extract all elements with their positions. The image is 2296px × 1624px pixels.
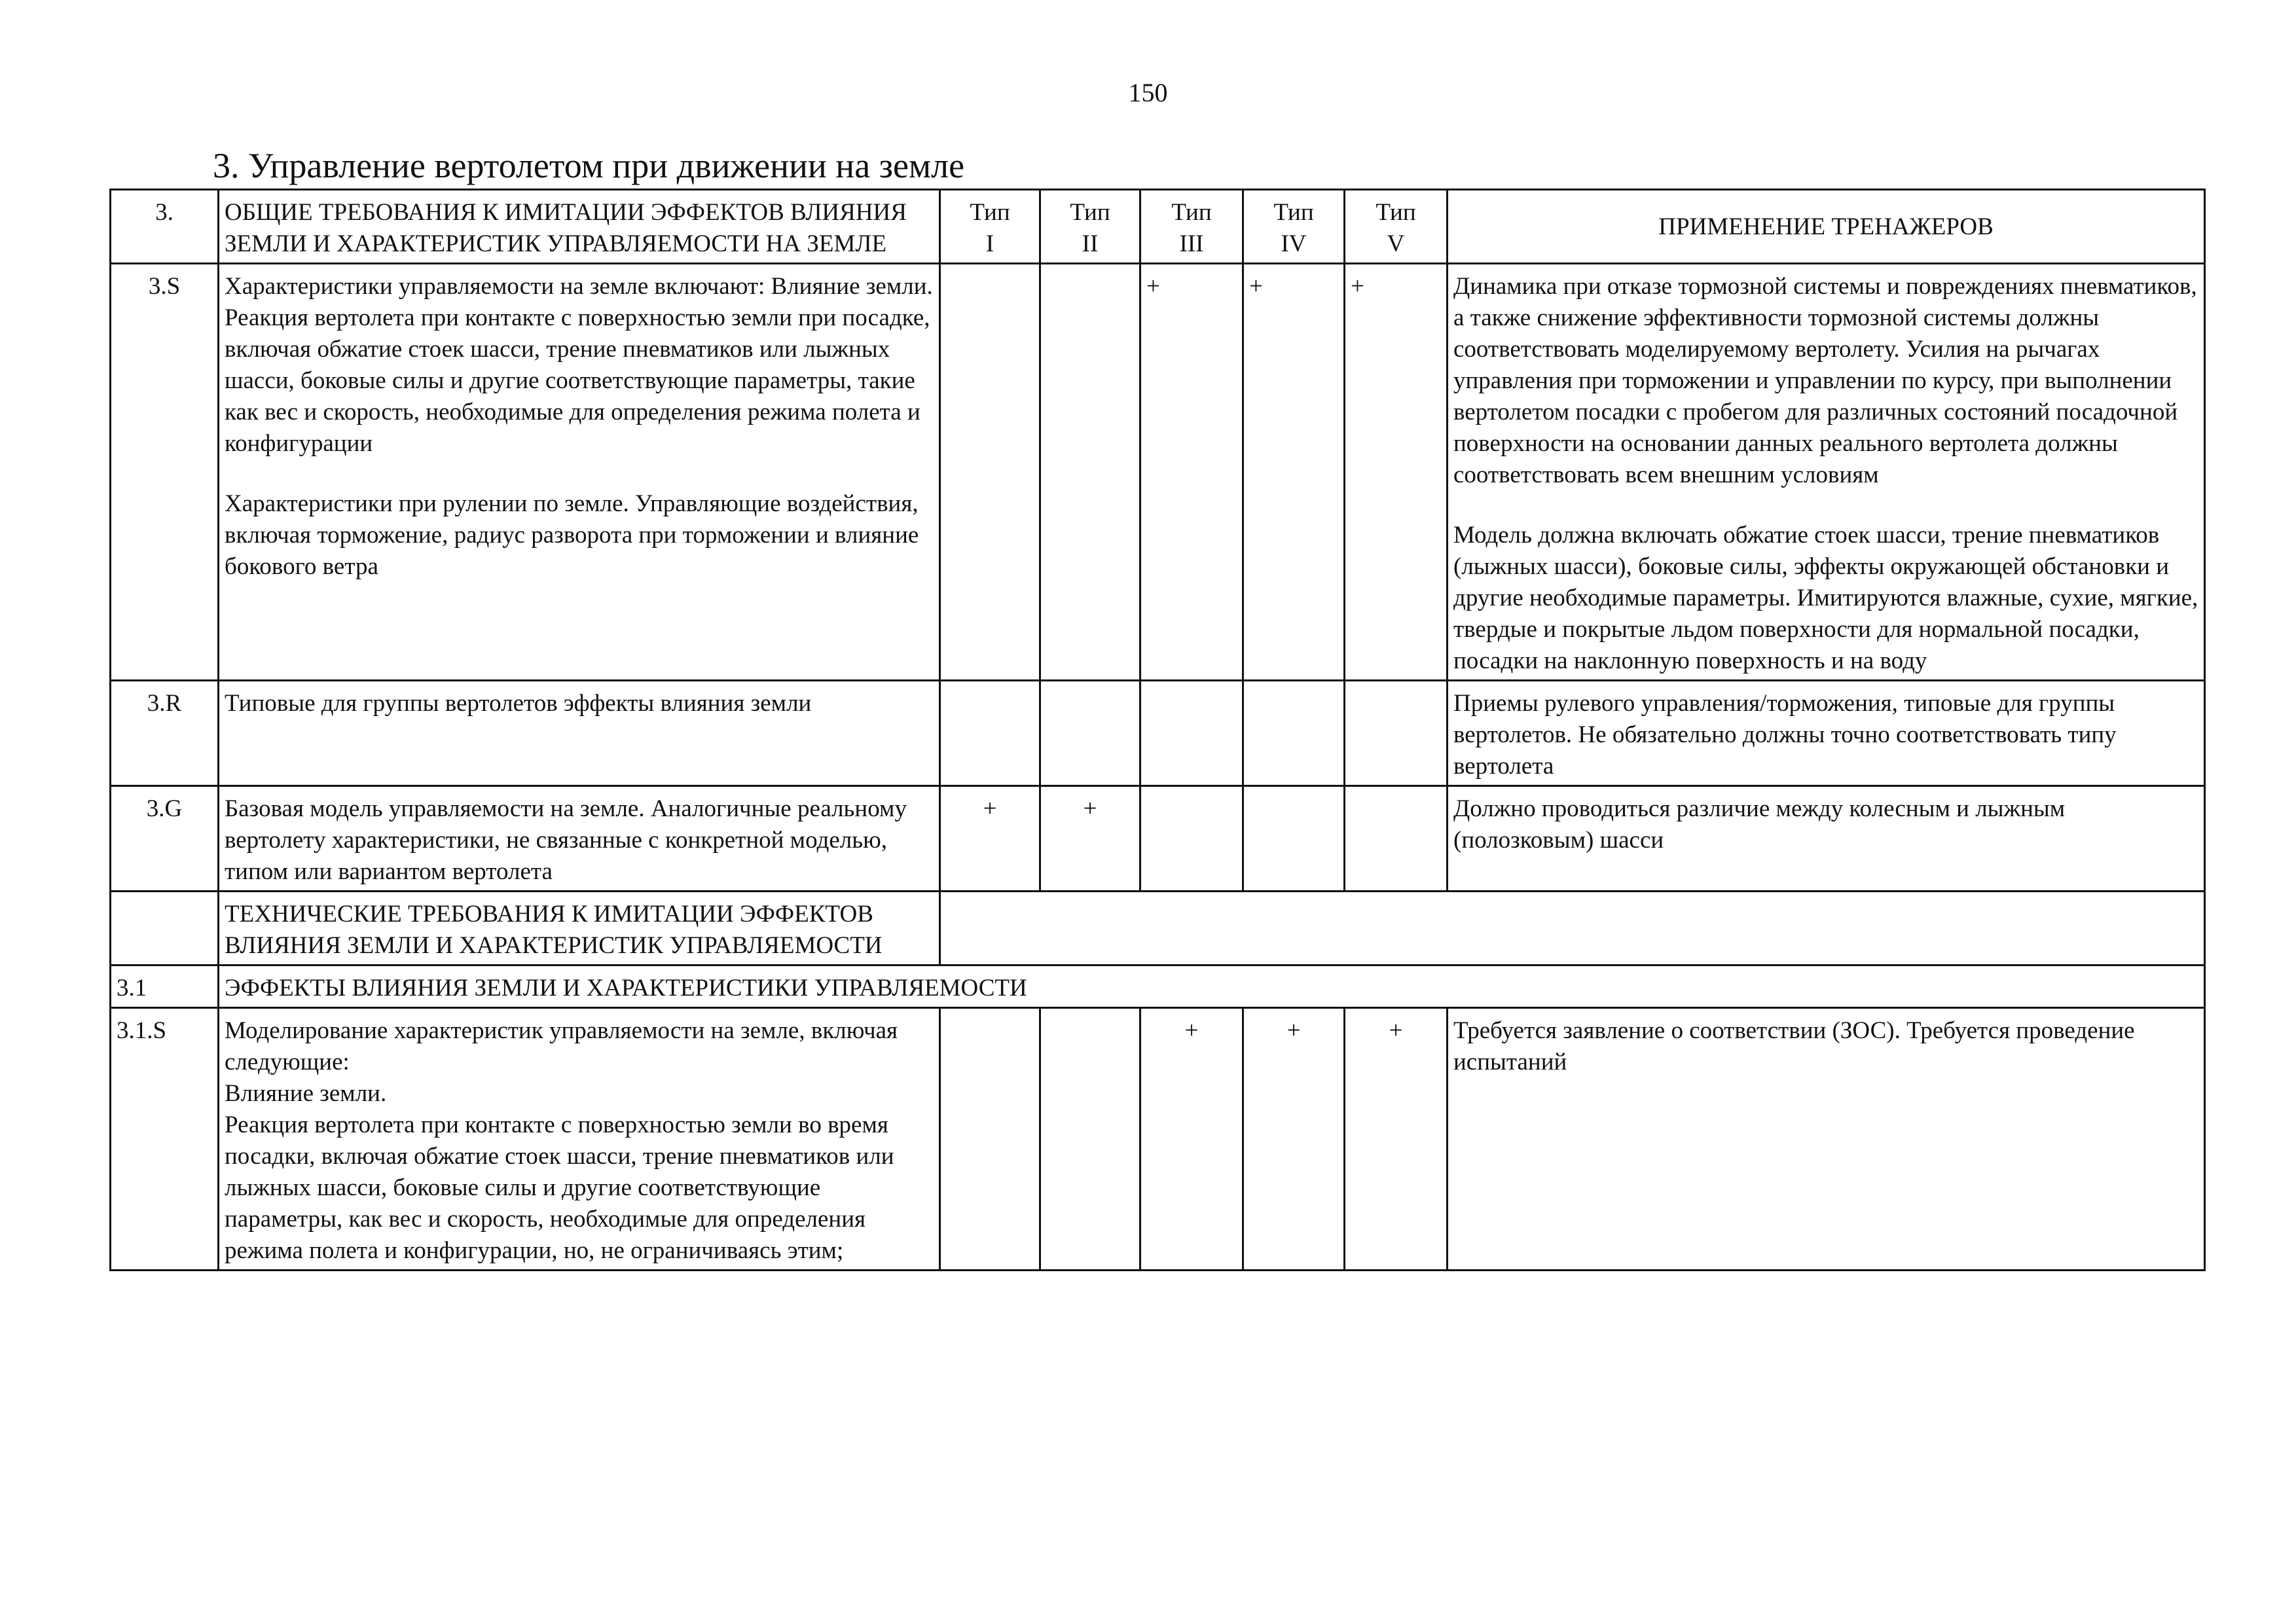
- application-paragraph: Модель должна включать обжатие стоек шасси, трение пневматиков (лыжных шасси), боковые силы, эффекты окружающей обстановки и другие необходимые параметры. Имитируются влажные, сухие, мягкие, твердые и покрытые льдом поверхности для нормальной посадки, посадки на наклонную поверхность и на воду: [1453, 522, 2198, 674]
- header-type-5: Тип V: [1345, 190, 1448, 264]
- mark-type-5: +: [1345, 1008, 1448, 1271]
- section-title: 3. Управление вертолетом при движении на земле: [213, 146, 965, 185]
- row-requirement: Типовые для группы вертолетов эффекты влияния земли: [219, 681, 940, 786]
- mark-type-2: [1040, 681, 1140, 786]
- row-application: [1448, 264, 2205, 681]
- header-type-2: Тип II: [1040, 190, 1140, 264]
- table-row-3g: [111, 786, 2205, 892]
- requirements-table: [109, 189, 2206, 1271]
- header-type-1: Тип I: [940, 190, 1040, 264]
- empty-merged-cell: [940, 892, 2205, 965]
- mark-type-4: [1243, 681, 1345, 786]
- row-num: 3.G: [111, 786, 219, 892]
- row-application: Должно проводиться различие между колесным и лыжным (полозковым) шасси: [1448, 786, 2205, 892]
- table-row-3s: [111, 264, 2205, 681]
- requirement-paragraph: Характеристики при рулении по земле. Управляющие воздействия, включая торможение, радиус разворота при торможении и влияние бокового ветра: [225, 490, 919, 580]
- row-num: 3.S: [111, 264, 219, 681]
- mark-type-3: [1140, 786, 1243, 892]
- row-requirement: Базовая модель управляемости на земле. Аналогичные реальному вертолету характеристики, не связанные с конкретной моделью, типом или вариантом вертолета: [219, 786, 940, 892]
- requirement-paragraph: Характеристики управляемости на земле включают: Влияние земли. Реакция вертолета при контакте с поверхностью земли при посадке, включая обжатие стоек шасси, трение пневматиков или лыжных шасси, боковые силы и другие соответствующие параметры, такие как вес и скорость, необходимые для определения режима полета и конфигурации: [225, 273, 933, 457]
- mark-type-4: [1243, 786, 1345, 892]
- header-type-4: Тип IV: [1243, 190, 1345, 264]
- mark-type-5: +: [1345, 264, 1448, 681]
- mark-type-5: [1345, 681, 1448, 786]
- mark-type-1: [940, 681, 1040, 786]
- mark-type-5: [1345, 786, 1448, 892]
- mark-type-3: +: [1140, 1008, 1243, 1271]
- row-num: 3.1.S: [111, 1008, 219, 1271]
- mark-type-1: +: [940, 786, 1040, 892]
- page-number: 150: [1128, 78, 1168, 107]
- mark-type-1: [940, 1008, 1040, 1271]
- header-type-3: Тип III: [1140, 190, 1243, 264]
- header-requirements: ОБЩИЕ ТРЕБОВАНИЯ К ИМИТАЦИИ ЭФФЕКТОВ ВЛИЯНИЯ ЗЕМЛИ И ХАРАКТЕРИСТИК УПРАВЛЯЕМОСТИ НА ЗЕМЛЕ: [219, 190, 940, 264]
- row-requirement: Моделирование характеристик управляемости на земле, включая следующие: Влияние земли. Реакция вертолета при контакте с поверхностью земли во время посадки, включая обжатие стоек шасси, трение пневматиков или лыжных шасси, боковые силы и другие соответствующие параметры, как вес и скорость, необходимые для определения режима полета и конфигурации, но, не ограничиваясь этим;: [219, 1008, 940, 1271]
- mark-type-3: +: [1140, 264, 1243, 681]
- row-num: 3.1: [111, 965, 219, 1008]
- mark-type-4: +: [1243, 1008, 1345, 1271]
- row-application: Требуется заявление о соответствии (ЗОС). Требуется проведение испытаний: [1448, 1008, 2205, 1271]
- mark-type-3: [1140, 681, 1243, 786]
- mark-type-2: [1040, 264, 1140, 681]
- table-row-3r: [111, 681, 2205, 786]
- row-num: 3.R: [111, 681, 219, 786]
- subsection-heading: ЭФФЕКТЫ ВЛИЯНИЯ ЗЕМЛИ И ХАРАКТЕРИСТИКИ УПРАВЛЯЕМОСТИ: [219, 965, 2205, 1008]
- row-application: Приемы рулевого управления/торможения, типовые для группы вертолетов. Не обязательно должны точно соответствовать типу вертолета: [1448, 681, 2205, 786]
- mark-type-2: +: [1040, 786, 1140, 892]
- mark-type-4: +: [1243, 264, 1345, 681]
- application-paragraph: Динамика при отказе тормозной системы и повреждениях пневматиков, а также снижение эффективности тормозной системы должны соответствовать моделируемому вертолету. Усилия на рычагах управления при торможении и управлении по курсу, при выполнении вертолетом посадки с пробегом для различных состояний посадочной поверхности на основании данных реального вертолета должны соответствовать всем внешним условиям: [1453, 273, 2197, 488]
- header-num: 3.: [111, 190, 219, 264]
- header-application: ПРИМЕНЕНИЕ ТРЕНАЖЕРОВ: [1448, 190, 2205, 264]
- row-requirement: [219, 264, 940, 681]
- table-row-technical-heading: [111, 892, 2205, 965]
- table-header-row: [111, 190, 2205, 264]
- row-num: [111, 892, 219, 965]
- table-row-3-1: [111, 965, 2205, 1008]
- table-row-3-1-s: [111, 1008, 2205, 1271]
- mark-type-2: [1040, 1008, 1140, 1271]
- technical-requirements-heading: ТЕХНИЧЕСКИЕ ТРЕБОВАНИЯ К ИМИТАЦИИ ЭФФЕКТОВ ВЛИЯНИЯ ЗЕМЛИ И ХАРАКТЕРИСТИК УПРАВЛЯЕМОСТИ: [219, 892, 940, 965]
- mark-type-1: [940, 264, 1040, 681]
